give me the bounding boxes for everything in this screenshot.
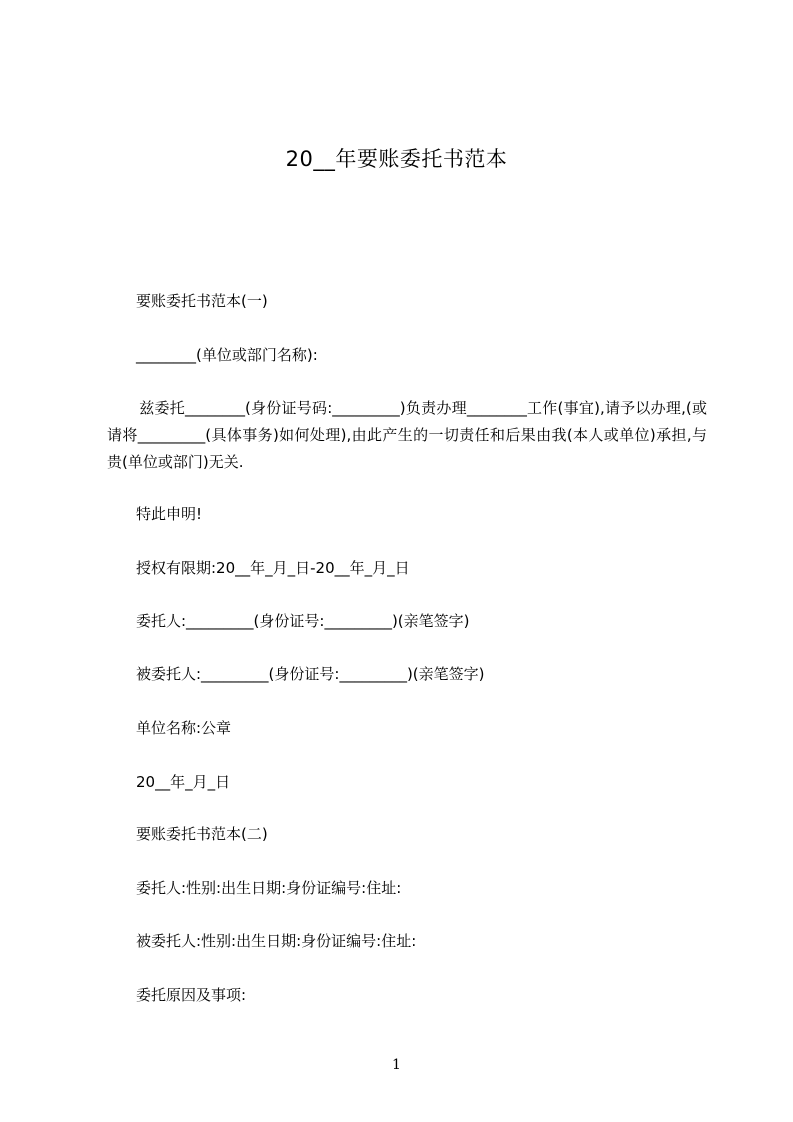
addressee-line: ________(单位或部门名称): xyxy=(136,346,318,364)
principal-signature-line: 委托人:_________(身份证号:_________)(亲笔签字) xyxy=(136,612,470,630)
date-line: 20__年_月_日 xyxy=(136,773,231,791)
entrustment-body xyxy=(107,395,707,476)
declaration-line: 特此申明! xyxy=(136,505,203,523)
template1-heading: 要账委托书范本(一) xyxy=(136,292,268,310)
page-number: 1 xyxy=(392,1057,401,1073)
validity-period-line: 授权有限期:20__年_月_日-20__年_月_日 xyxy=(136,559,410,577)
entrustment-reasons-line: 委托原因及事项: xyxy=(136,986,247,1004)
entrustment-body-text: 兹委托________(身份证号码:_________)负责办理________工作(事宜),请予以办理,(或请将_________(具体事务)如何处理),由此产生的一切责任和后果由我(本人或单位)承担,与贵(单位或部门)无关. xyxy=(107,399,707,471)
unit-seal-line: 单位名称:公章 xyxy=(136,719,232,737)
template2-heading: 要账委托书范本(二) xyxy=(136,825,268,843)
document-title: 20__年要账委托书范本 xyxy=(285,147,508,171)
agent-signature-line: 被委托人:_________(身份证号:_________)(亲笔签字) xyxy=(136,665,485,683)
agent-info-line: 被委托人:性别:出生日期:身份证编号:住址: xyxy=(136,932,417,950)
principal-info-line: 委托人:性别:出生日期:身份证编号:住址: xyxy=(136,879,402,897)
